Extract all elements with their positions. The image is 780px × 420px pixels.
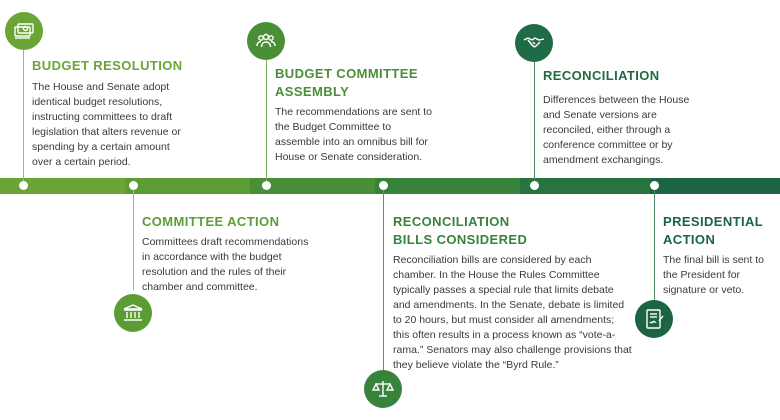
- timeline-bar: [0, 178, 780, 194]
- stem-reconciliation: [534, 60, 535, 181]
- reconciliation-bills-considered-description: Reconciliation bills are considered by each chamber. In the House the Rules Committee typically passes a special rule that limits debate and amendments. In the Senate, debate is limited to 20 hours, but must consider all amendments; this often results in a process known as “vote-a-rama.” Senators may also challenge provisions that they believe violate the “Byrd Rule.”: [393, 254, 632, 371]
- reconciliation-description: Differences between the House and Senate versions are reconciled, either through a conference committee or by amendment exchangings.: [543, 94, 690, 166]
- timeline-dot: [379, 181, 388, 190]
- group-of-people-icon: [247, 22, 285, 60]
- stem-committee-action: [133, 190, 134, 290]
- budget-committee-assembly-description: The recommendations are sent to the Budget Committee to assemble into an omnibus bill for House or Senate consideration.: [275, 106, 432, 163]
- stem-budget-committee-assembly: [266, 60, 267, 181]
- committee-action-description: Committees draft recommendations in accordance with the budget resolution and the rules of their chamber and committee.: [142, 236, 309, 293]
- reconciliation-title: RECONCILIATION: [543, 68, 660, 83]
- timeline-dot: [530, 181, 539, 190]
- stem-budget-resolution: [23, 48, 24, 181]
- timeline-dot: [19, 181, 28, 190]
- presidential-action-description: The final bill is sent to the President for signature or veto.: [663, 254, 764, 296]
- budget-committee-assembly-title: BUDGET COMMITTEE ASSEMBLY: [275, 66, 418, 99]
- handshake-icon: [515, 24, 553, 62]
- presidential-action-title: PRESIDENTIAL ACTION: [663, 214, 763, 247]
- government-building-icon: [114, 294, 152, 332]
- budget-resolution-title: BUDGET RESOLUTION: [32, 58, 183, 73]
- timeline-dot: [262, 181, 271, 190]
- signed-document-icon: [635, 300, 673, 338]
- timeline-dot: [650, 181, 659, 190]
- scales-of-justice-icon: [364, 370, 402, 408]
- money-stack-icon: [5, 12, 43, 50]
- stem-reconciliation-bills: [383, 190, 384, 370]
- stem-presidential-action: [654, 190, 655, 305]
- timeline-dot: [129, 181, 138, 190]
- committee-action-title: COMMITTEE ACTION: [142, 214, 280, 229]
- reconciliation-bills-considered-title: RECONCILIATION BILLS CONSIDERED: [393, 214, 528, 247]
- budget-resolution-description: The House and Senate adopt identical budget resolutions, instructing committees to draft legislation that alters revenue or spending by a certain amount over a certain period.: [32, 81, 181, 168]
